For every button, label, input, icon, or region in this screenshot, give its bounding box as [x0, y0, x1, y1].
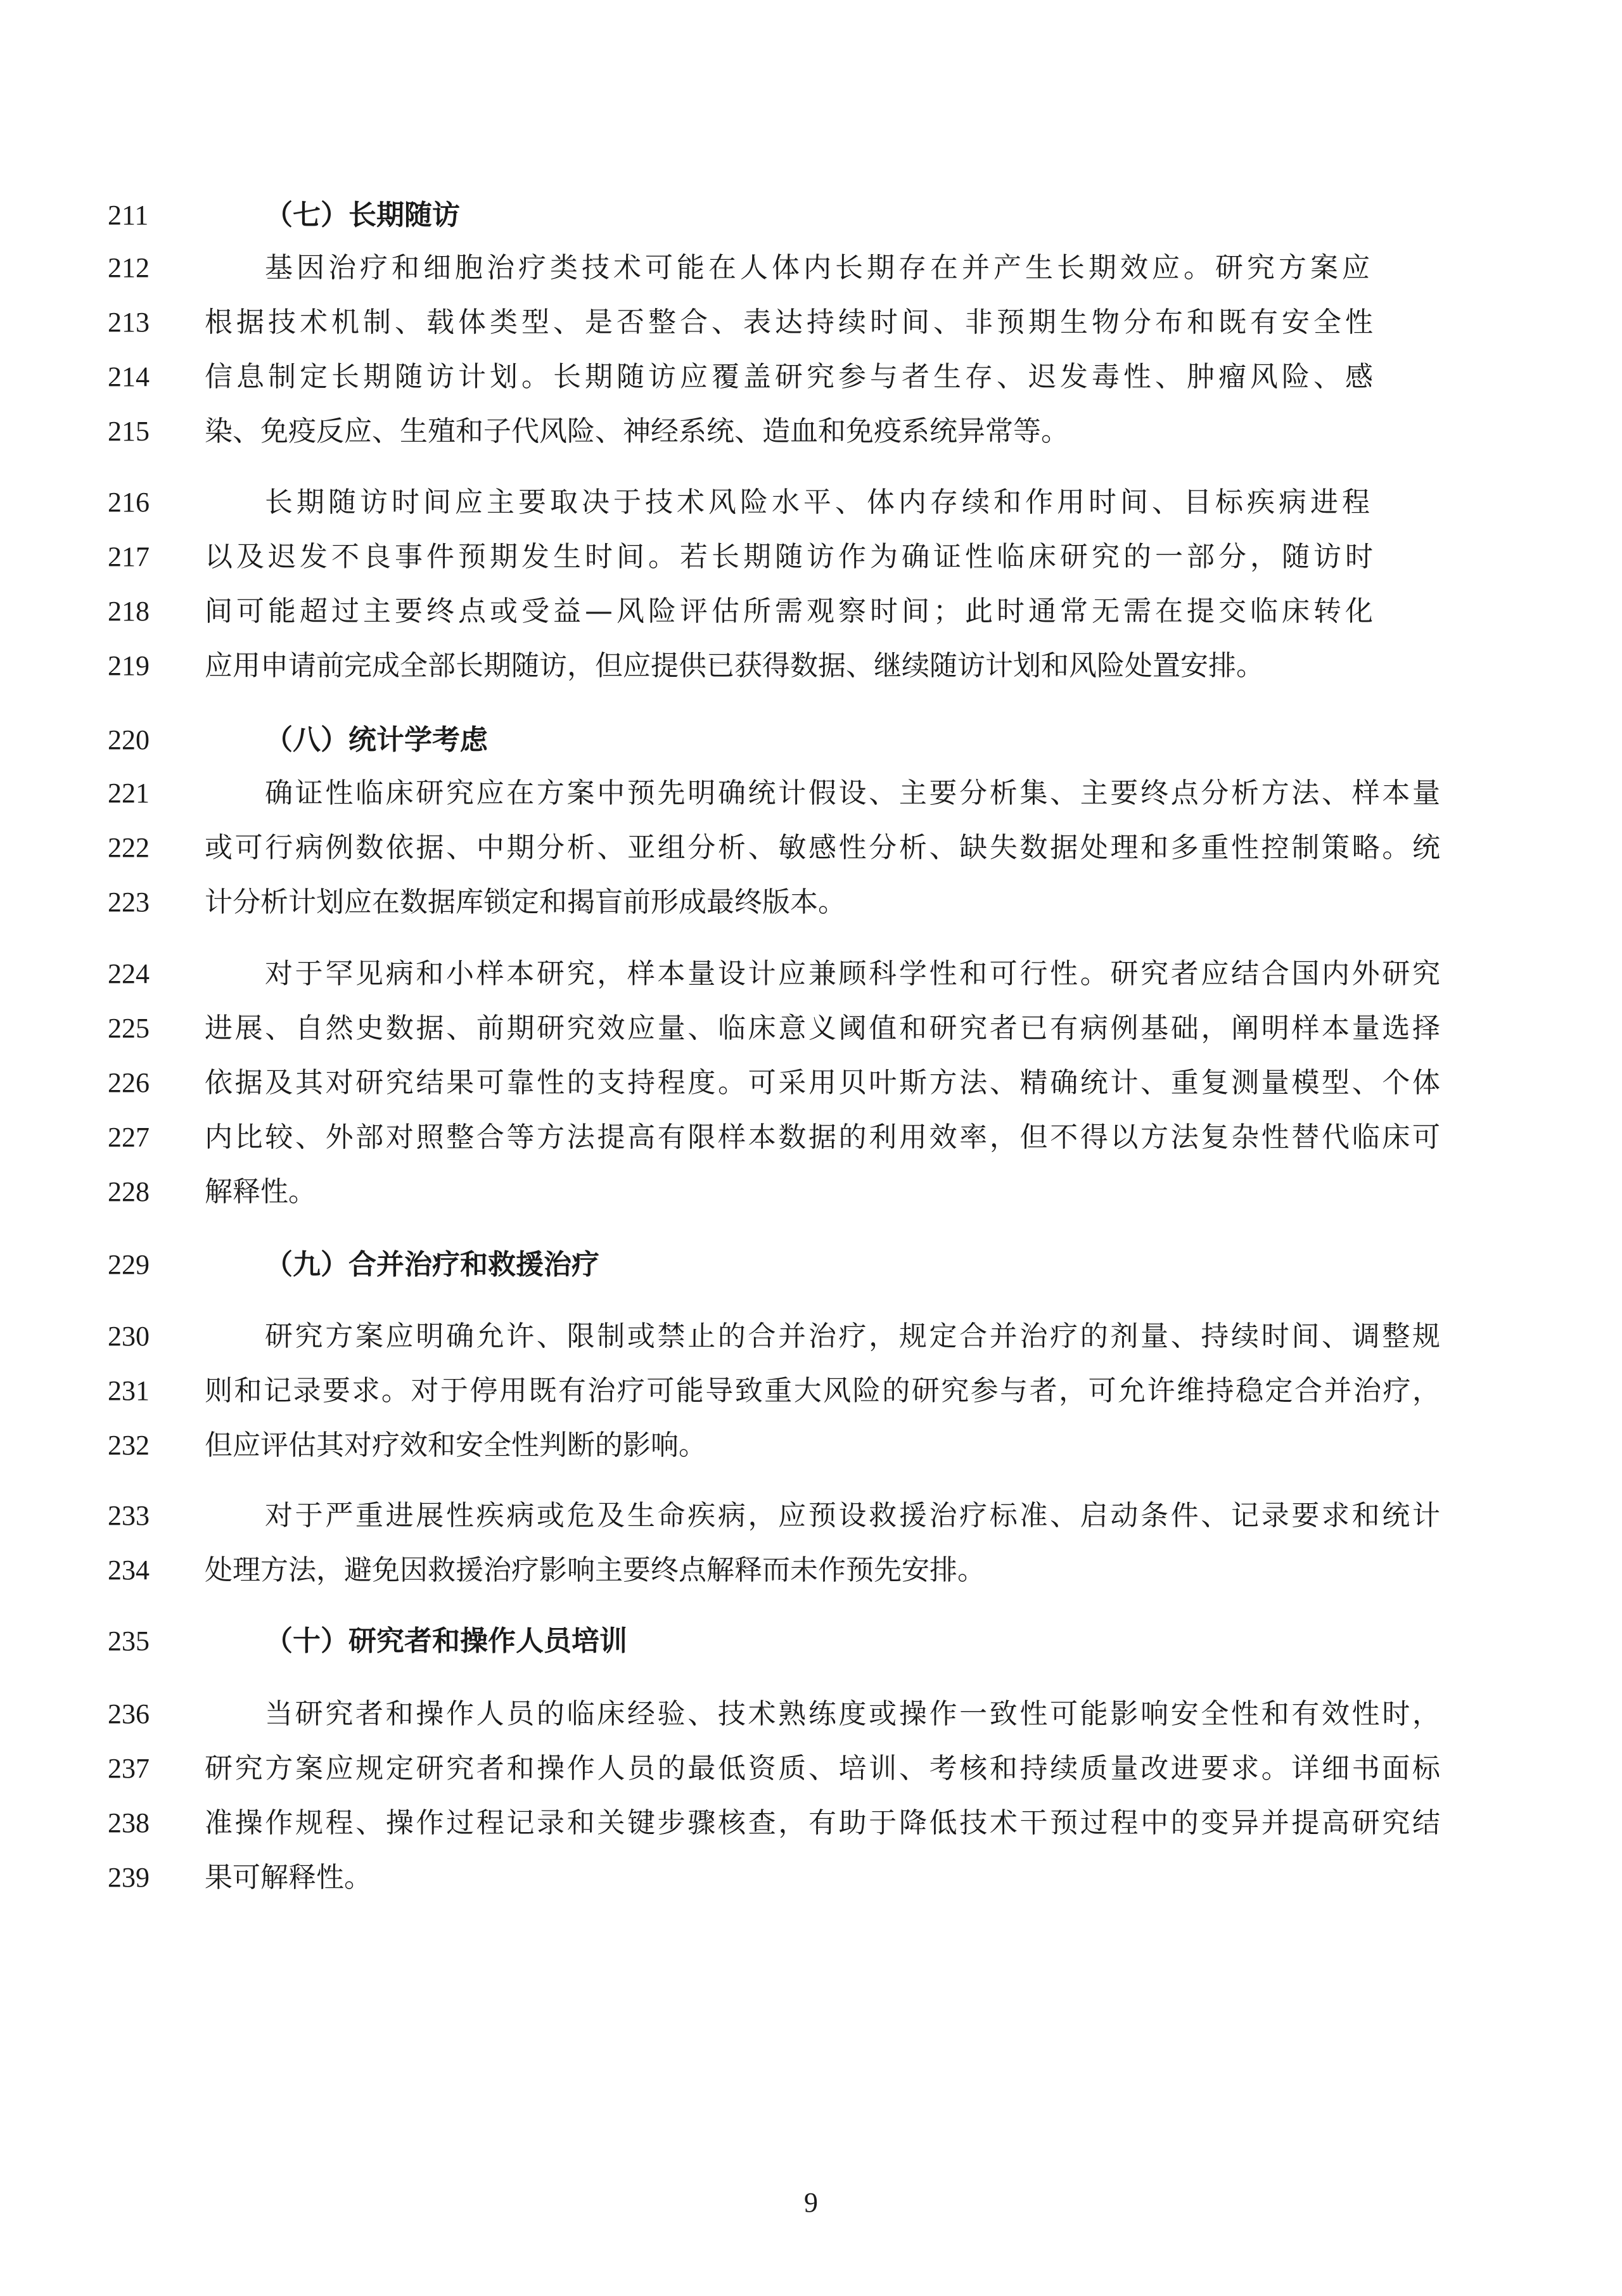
paragraph-line: 间可能超过主要终点或受益—风险评估所需观察时间；此时通常无需在提交临床转化: [205, 595, 1377, 627]
line-number: 227: [108, 1122, 150, 1153]
line-number: 222: [108, 832, 150, 863]
paragraph-line: 当研究者和操作人员的临床经验、技术熟练度或操作一致性可能影响安全性和有效性时，: [265, 1698, 1443, 1730]
line-number: 211: [108, 200, 149, 231]
paragraph-line: 根据技术机制、载体类型、是否整合、表达持续时间、非预期生物分布和既有安全性: [205, 306, 1377, 338]
line-number: 223: [108, 887, 150, 918]
line-number: 239: [108, 1862, 150, 1893]
paragraph-line: 解释性。: [205, 1176, 316, 1208]
paragraph-line: 研究方案应明确允许、限制或禁止的合并治疗，规定合并治疗的剂量、持续时间、调整规: [265, 1320, 1443, 1352]
paragraph-line: 依据及其对研究结果可靠性的支持程度。可采用贝叶斯方法、精确统计、重复测量模型、个体: [205, 1067, 1443, 1099]
paragraph-line: 果可解释性。: [205, 1861, 372, 1894]
paragraph-line: 研究方案应规定研究者和操作人员的最低资质、培训、考核和持续质量改进要求。详细书面标: [205, 1752, 1443, 1785]
line-number: 229: [108, 1249, 150, 1280]
line-number: 219: [108, 650, 150, 681]
line-number: 213: [108, 307, 150, 338]
paragraph-line: 确证性临床研究应在方案中预先明确统计假设、主要分析集、主要终点分析方法、样本量: [265, 777, 1443, 809]
paragraph-line: 处理方法，避免因救援治疗影响主要终点解释而未作预先安排。: [205, 1554, 985, 1586]
line-number: 230: [108, 1321, 150, 1352]
paragraph-line: 准操作规程、操作过程记录和关键步骤核查，有助于降低技术干预过程中的变异并提高研究结: [205, 1807, 1443, 1839]
paragraph-line: 内比较、外部对照整合等方法提高有限样本数据的利用效率，但不得以方法复杂性替代临床可: [205, 1121, 1443, 1153]
line-number: 231: [108, 1375, 150, 1406]
line-number: 224: [108, 958, 150, 989]
line-number: 221: [108, 778, 150, 809]
line-number: 220: [108, 724, 150, 755]
paragraph-line: 应用申请前完成全部长期随访，但应提供已获得数据、继续随访计划和风险处置安排。: [205, 650, 1264, 682]
section-heading: （九）合并治疗和救援治疗: [265, 1248, 599, 1281]
paragraph-line: 对于罕见病和小样本研究，样本量设计应兼顾科学性和可行性。研究者应结合国内外研究: [265, 958, 1443, 990]
line-number: 234: [108, 1555, 150, 1586]
section-heading: （八）统计学考虑: [265, 724, 488, 756]
line-number: 214: [108, 361, 150, 392]
line-number: 226: [108, 1067, 150, 1098]
line-number: 228: [108, 1176, 150, 1207]
section-heading: （七）长期随访: [265, 199, 460, 231]
line-number: 235: [108, 1626, 150, 1657]
paragraph-line: 长期随访时间应主要取决于技术风险水平、体内存续和作用时间、目标疾病进程: [265, 486, 1374, 518]
line-number: 238: [108, 1807, 150, 1838]
paragraph-line: 以及迟发不良事件预期发生时间。若长期随访作为确证性临床研究的一部分，随访时: [205, 541, 1377, 573]
line-number: 237: [108, 1753, 150, 1784]
line-number: 232: [108, 1430, 150, 1461]
line-number: 215: [108, 416, 150, 447]
paragraph-line: 染、免疫反应、生殖和子代风险、神经系统、造血和免疫系统异常等。: [205, 415, 1069, 447]
line-number: 233: [108, 1500, 150, 1531]
page-number: 9: [804, 2187, 818, 2218]
section-heading: （十）研究者和操作人员培训: [265, 1625, 627, 1657]
line-number: 216: [108, 487, 150, 518]
paragraph-line: 则和记录要求。对于停用既有治疗可能导致重大风险的研究参与者，可允许维持稳定合并治疗，: [205, 1375, 1442, 1407]
line-number: 218: [108, 596, 150, 627]
line-number: 225: [108, 1013, 150, 1044]
line-number: 217: [108, 541, 150, 572]
line-number: 236: [108, 1698, 150, 1729]
paragraph-line: 对于严重进展性疾病或危及生命疾病，应预设救援治疗标准、启动条件、记录要求和统计: [265, 1499, 1443, 1532]
paragraph-line: 或可行病例数依据、中期分析、亚组分析、敏感性分析、缺失数据处理和多重性控制策略。统: [205, 831, 1443, 864]
paragraph-line: 基因治疗和细胞治疗类技术可能在人体内长期存在并产生长期效应。研究方案应: [265, 252, 1374, 284]
paragraph-line: 进展、自然史数据、前期研究效应量、临床意义阈值和研究者已有病例基础，阐明样本量选择: [205, 1012, 1443, 1044]
paragraph-line: 但应评估其对疗效和安全性判断的影响。: [205, 1429, 706, 1461]
paragraph-line: 计分析计划应在数据库锁定和揭盲前形成最终版本。: [205, 886, 846, 918]
line-number: 212: [108, 252, 150, 283]
paragraph-line: 信息制定长期随访计划。长期随访应覆盖研究参与者生存、迟发毒性、肿瘤风险、感: [205, 361, 1377, 393]
